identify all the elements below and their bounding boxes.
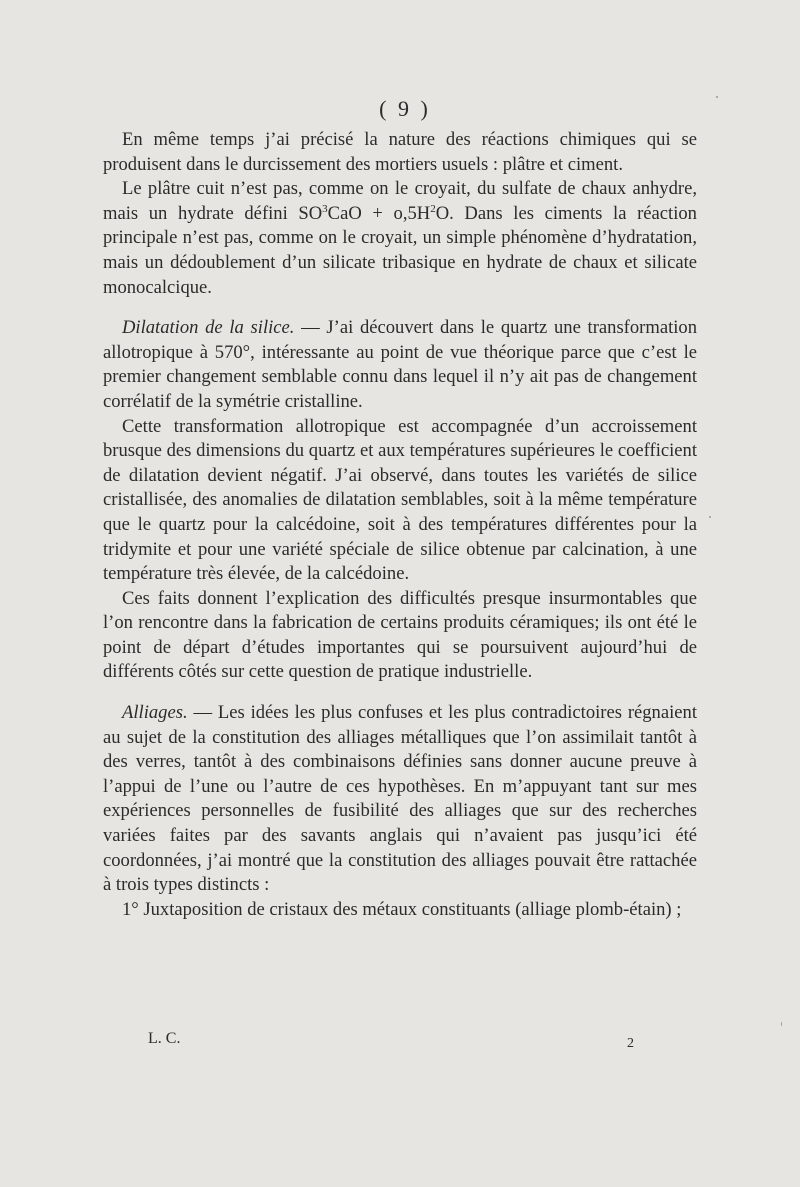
page-body — [103, 128, 697, 922]
section-title-alliages: Alliages. — [122, 702, 188, 724]
paragraph-mortiers: En même temps j’ai précisé la nature des réactions chimiques qui se produisent dans le durcissement des mortiers usuels : plâtre et ciment. — [103, 129, 697, 175]
section-title-dilatation: Dilatation de la silice. — [122, 317, 295, 339]
paragraph-juxtaposition: 1° Juxtaposition de cristaux des métaux constituants (alliage plomb-étain) ; — [122, 898, 682, 920]
paper-speck — [716, 96, 718, 98]
paper-speck — [781, 1022, 782, 1026]
paragraph-transformation: Cette transformation allotropique est accompagnée d’un accroissement brusque des dimensions du quartz et aux températures supérieures le coefficient de dilatation devient négatif. J’ai observé, dans toutes les variétés de silice cristallisée, des anomalies de dilatation semblables, soit à la même température que le quartz pour la calcédoine, soit à des températures différentes pour la tridymite et pour une variété spéciale de silice obtenue par calcination, à une température très élevée, de la calcédoine. — [103, 415, 697, 585]
paragraph-ceramiques: Ces faits donnent l’explication des difficultés presque insurmontables que l’on rencontre dans la fabrication de certains produits céramiques; ils ont été le point de départ d’études importantes qui se poursuivent aujourd’hui de différents côtés sur cette question de pratique industrielle. — [103, 587, 697, 683]
paragraph-dilatation-text: — J’ai découvert dans le quartz une transformation allotropique à 570°, intéressante au point de vue théorique parce que c’est le premier changement semblable connu dans lequel il n’y ait pas de changement corrélatif de la symétrie cristalline. — [103, 317, 698, 412]
superscript-3: 3 — [322, 202, 328, 215]
paragraph-platre-text-3: O. Dans les ciments la réaction principale n’est pas, comme on le croyait, un simple phénomène d’hydratation, mais un dédoublement d’un silicate tribasique en hydrate de chaux et silicate monocalcique. — [103, 202, 697, 298]
sheet-number: 2 — [627, 1036, 634, 1051]
signature-mark: L. C. — [148, 1030, 181, 1047]
page-number: ( 9 ) — [379, 96, 431, 121]
paragraph-alliages — [103, 701, 697, 898]
paragraph-platre — [103, 177, 697, 300]
paragraph-platre-text-2: CaO + o,5H — [327, 202, 431, 224]
paragraph-platre-text-1: Le plâtre cuit n’est pas, comme on le croyait, du sulfate de chaux anhydre, mais un hydrate défini SO — [103, 178, 697, 224]
superscript-2: 2 — [430, 202, 436, 215]
paragraph-alliages-text: — Les idées les plus confuses et les plus contradictoires régnaient au sujet de la constitution des alliages métalliques que l’on assimilait tantôt à des verres, tantôt à des combinaisons définies sans donner aucune preuve à l’appui de l’une ou l’autre de ces hypothèses. En m’appuyant tant sur mes expériences personnelles de fusibilité des alliages que sur des recherches variées faites par des savants anglais qui n’avaient pas jusqu’ici été coordonnées, j’ai montré que la constitution des alliages pouvait être rattachée à trois types distincts : — [103, 702, 697, 896]
paragraph-dilatation — [103, 316, 697, 414]
paper-speck — [709, 516, 711, 518]
